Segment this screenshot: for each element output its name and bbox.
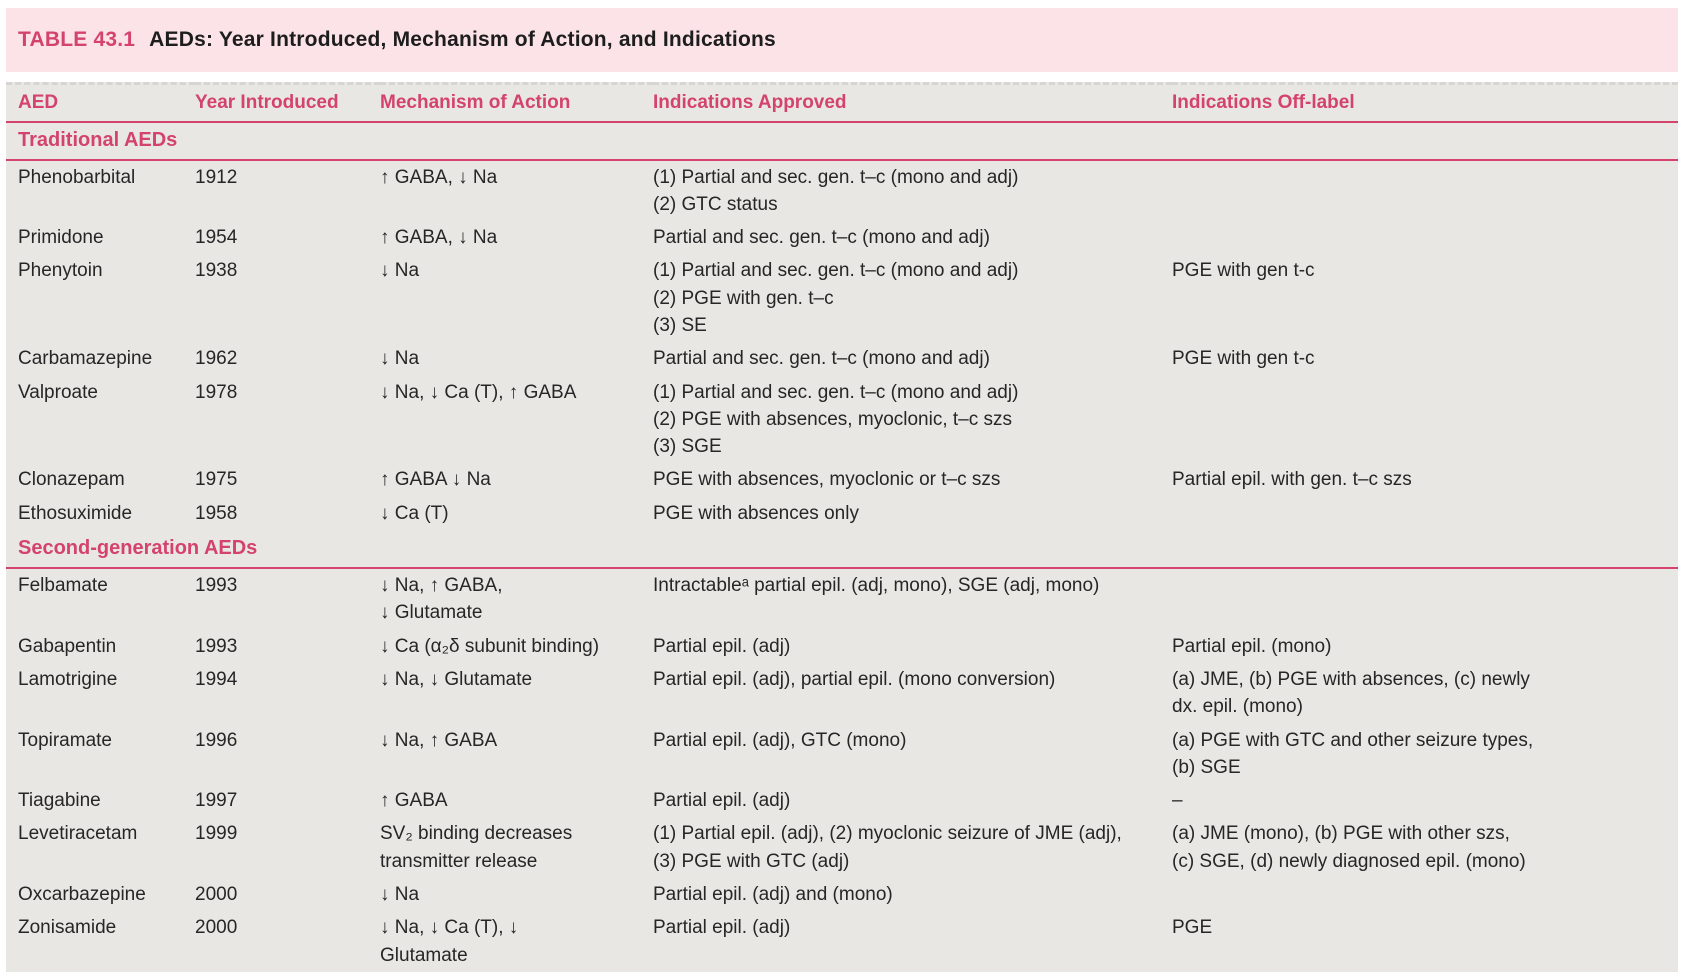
- table-row: [6, 817, 1678, 878]
- column-header-indications-off-label: Indications Off-label: [1172, 84, 1678, 122]
- cell-indications-approved: (1) Partial and sec. gen. t–c (mono and adj) (2) PGE with absences, myoclonic, t–c szs (3) SGE: [653, 381, 1019, 458]
- table-row: [6, 878, 1678, 911]
- cell-indications-off-label: [1172, 568, 1678, 630]
- cell-mechanism-of-action: ↑ GABA, ↓ Na: [380, 227, 498, 249]
- column-header-aed: AED: [6, 84, 195, 122]
- cell-aed: Zonisamide: [18, 917, 117, 939]
- cell-indications-approved: PGE with absences, myoclonic or t–c szs: [653, 469, 1001, 491]
- section-header-row: [6, 530, 1678, 568]
- cell-indications-approved: (1) Partial and sec. gen. t–c (mono and adj) (2) PGE with gen. t–c (3) SE: [653, 260, 1019, 336]
- column-header-year-introduced: Year Introduced: [195, 84, 380, 122]
- cell-year-introduced: 2000: [195, 884, 238, 906]
- cell-mechanism-of-action: ↓ Na: [380, 260, 420, 282]
- cell-indications-approved: PGE with absences only: [653, 502, 859, 524]
- aed-table: [6, 82, 1678, 972]
- cell-year-introduced: 1954: [195, 227, 238, 249]
- cell-indications-off-label: [1172, 160, 1678, 222]
- cell-year-introduced: 2000: [195, 917, 238, 939]
- cell-aed: Phenobarbital: [18, 166, 136, 188]
- cell-year-introduced: 1999: [195, 823, 238, 845]
- section-header-label: Second-generation AEDs: [6, 530, 1678, 568]
- cell-year-introduced: 1912: [195, 166, 238, 188]
- table-row: [6, 221, 1678, 254]
- cell-aed: Valproate: [18, 381, 98, 403]
- cell-aed: Clonazepam: [18, 469, 125, 491]
- table-body: [6, 122, 1678, 972]
- cell-mechanism-of-action: ↓ Na, ↓ Ca (T), ↑ GABA: [380, 381, 577, 403]
- cell-aed: Felbamate: [18, 575, 108, 597]
- cell-mechanism-of-action: ↓ Na, ↑ GABA, ↓ Glutamate: [380, 575, 503, 624]
- cell-year-introduced: 1975: [195, 469, 238, 491]
- table-row: [6, 663, 1678, 724]
- table-row: [6, 497, 1678, 530]
- cell-indications-approved: Partial epil. (adj): [653, 917, 791, 939]
- cell-indications-off-label: PGE: [1172, 917, 1213, 939]
- table-row: [6, 463, 1678, 496]
- cell-year-introduced: 1994: [195, 668, 238, 690]
- cell-indications-off-label: (a) JME (mono), (b) PGE with other szs, (c) SGE, (d) newly diagnosed epil. (mono): [1172, 823, 1526, 872]
- table-row: [6, 254, 1678, 342]
- cell-mechanism-of-action: ↓ Na, ↓ Ca (T), ↓ Glutamate: [380, 917, 519, 966]
- cell-indications-off-label: PGE with gen t-c: [1172, 260, 1315, 282]
- cell-aed: Primidone: [18, 227, 104, 249]
- cell-indications-off-label: [1172, 221, 1678, 254]
- cell-mechanism-of-action: ↓ Na, ↑ GABA: [380, 729, 498, 751]
- table-row: [6, 342, 1678, 375]
- cell-year-introduced: 1978: [195, 381, 238, 403]
- cell-indications-approved: Intractableᵃ partial epil. (adj, mono), SGE (adj, mono): [653, 575, 1100, 597]
- table-row: [6, 911, 1678, 972]
- table-row: [6, 724, 1678, 785]
- table-row: [6, 160, 1678, 222]
- cell-aed: Carbamazepine: [18, 348, 153, 370]
- table-header: [6, 84, 1678, 122]
- table-row: [6, 568, 1678, 630]
- cell-indications-off-label: (a) JME, (b) PGE with absences, (c) newly dx. epil. (mono): [1172, 668, 1530, 718]
- column-header-row: [6, 84, 1678, 122]
- cell-indications-approved: Partial and sec. gen. t–c (mono and adj): [653, 227, 990, 249]
- cell-mechanism-of-action: SV₂ binding decreases transmitter release: [380, 823, 573, 872]
- cell-year-introduced: 1958: [195, 502, 238, 524]
- cell-aed: Oxcarbazepine: [18, 884, 146, 906]
- cell-indications-off-label: –: [1172, 790, 1183, 812]
- cell-mechanism-of-action: ↑ GABA: [380, 790, 448, 812]
- cell-year-introduced: 1997: [195, 790, 238, 812]
- section-header-label: Traditional AEDs: [6, 122, 1678, 160]
- table-row: [6, 784, 1678, 817]
- cell-mechanism-of-action: ↓ Na: [380, 884, 420, 906]
- cell-indications-off-label: Partial epil. (mono): [1172, 635, 1332, 657]
- cell-indications-off-label: PGE with gen t-c: [1172, 348, 1315, 370]
- cell-mechanism-of-action: ↓ Ca (α₂δ subunit binding): [380, 635, 600, 657]
- cell-year-introduced: 1993: [195, 575, 238, 597]
- aed-table-container: [6, 82, 1678, 972]
- cell-indications-off-label: [1172, 878, 1678, 911]
- cell-indications-approved: Partial and sec. gen. t–c (mono and adj): [653, 348, 990, 370]
- table-number: TABLE 43.1: [18, 28, 136, 51]
- cell-mechanism-of-action: ↓ Ca (T): [380, 502, 449, 524]
- cell-indications-off-label: Partial epil. with gen. t–c szs: [1172, 469, 1412, 491]
- cell-mechanism-of-action: ↑ GABA, ↓ Na: [380, 166, 498, 188]
- cell-year-introduced: 1993: [195, 635, 238, 657]
- cell-indications-off-label: (a) PGE with GTC and other seizure types, (b) SGE: [1172, 729, 1534, 778]
- cell-indications-off-label: [1172, 497, 1678, 530]
- column-header-indications-approved: Indications Approved: [653, 84, 1172, 122]
- cell-indications-approved: Partial epil. (adj), GTC (mono): [653, 729, 907, 751]
- cell-year-introduced: 1938: [195, 260, 238, 282]
- cell-year-introduced: 1996: [195, 729, 238, 751]
- cell-aed: Lamotrigine: [18, 668, 118, 690]
- table-title: AEDs: Year Introduced, Mechanism of Action, and Indications: [149, 28, 776, 51]
- cell-indications-approved: Partial epil. (adj), partial epil. (mono conversion): [653, 668, 1056, 690]
- table-row: [6, 630, 1678, 663]
- cell-indications-approved: Partial epil. (adj): [653, 635, 791, 657]
- cell-indications-off-label: [1172, 376, 1678, 464]
- cell-aed: Tiagabine: [18, 790, 101, 812]
- cell-mechanism-of-action: ↓ Na, ↓ Glutamate: [380, 668, 533, 690]
- section-header-row: [6, 122, 1678, 160]
- cell-aed: Levetiracetam: [18, 823, 138, 845]
- cell-aed: Phenytoin: [18, 260, 103, 282]
- cell-indications-approved: Partial epil. (adj) and (mono): [653, 884, 893, 906]
- cell-mechanism-of-action: ↑ GABA ↓ Na: [380, 469, 491, 491]
- cell-indications-approved: Partial epil. (adj): [653, 790, 791, 812]
- cell-mechanism-of-action: ↓ Na: [380, 348, 420, 370]
- cell-aed: Topiramate: [18, 729, 112, 751]
- cell-aed: Ethosuximide: [18, 502, 133, 524]
- cell-indications-approved: (1) Partial epil. (adj), (2) myoclonic seizure of JME (adj), (3) PGE with GTC (adj): [653, 823, 1122, 872]
- cell-year-introduced: 1962: [195, 348, 238, 370]
- table-row: [6, 376, 1678, 464]
- cell-indications-approved: (1) Partial and sec. gen. t–c (mono and adj) (2) GTC status: [653, 166, 1019, 215]
- table-title-band: [6, 8, 1678, 72]
- column-header-mechanism-of-action: Mechanism of Action: [380, 84, 653, 122]
- cell-aed: Gabapentin: [18, 635, 117, 657]
